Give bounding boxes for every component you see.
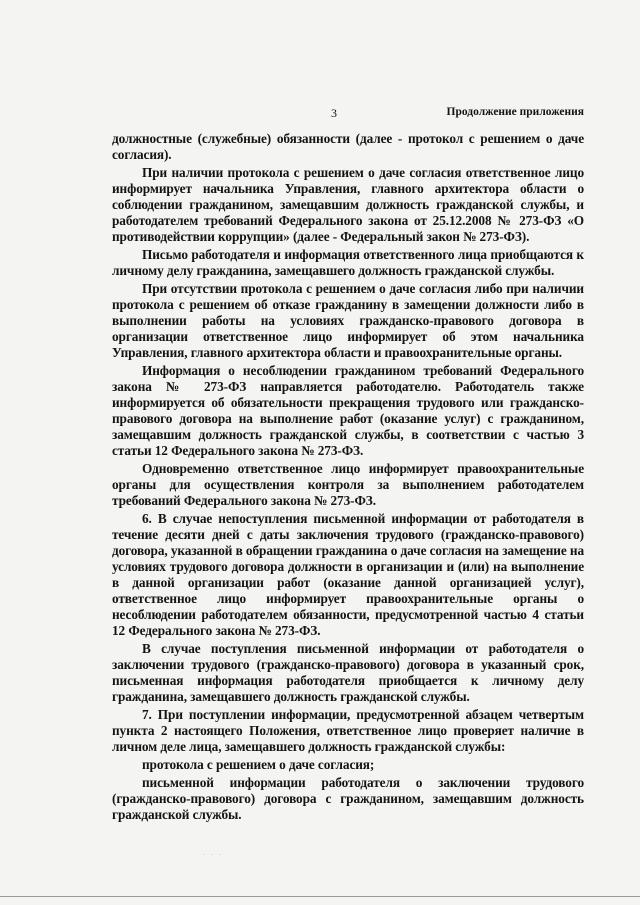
paragraph: протокола с решением о даче согласия; <box>142 757 375 772</box>
paragraph: При отсутствии протокола с решением о даче согласия либо при наличии протокола с решением об отказе гражданину в замещении должности либо в выполнении работы на условиях гражданско-правового договора в организации ответственное лицо информирует об этом начальника Управления, главного архитектора области и правоохранительные органы. <box>112 281 584 360</box>
document-body <box>112 131 584 825</box>
page-number: 3 <box>331 106 337 120</box>
scan-bottom-edge <box>0 896 640 897</box>
paragraph: Информация о несоблюдении гражданином требований Федерального закона № 273-ФЗ направляется работодателю. Работодатель также информируется об обязательности прекращения трудового или гражданско-правового договора на выполнение работ (оказание услуг) с гражданином, замещавшим должность гражданской службы, в соответствии с частью 3 статьи 12 Федерального закона № 273-ФЗ. <box>112 363 584 458</box>
paragraph: Одновременно ответственное лицо информирует правоохранительные органы для осуществления контроля за выполнением работодателем требований Федерального закона № 273-ФЗ. <box>112 461 584 508</box>
scan-speckles: · · · <box>203 851 224 859</box>
paragraph: При наличии протокола с решением о даче согласия ответственное лицо информирует начальника Управления, главного архитектора области о соблюдении гражданином, замещавшим должность гражданской службы, и работодателем требований Федерального закона от 25.12.2008 № 273-ФЗ «О противодействии коррупции» (далее - Федеральный закон № 273-ФЗ). <box>112 165 584 244</box>
paragraph: В случае поступления письменной информации от работодателя о заключении трудового (гражданско-правового) договора в указанный срок, письменная информация работодателя приобщается к личному делу гражданина, замещавшего должность гражданской службы. <box>112 641 584 704</box>
paragraph: должностные (служебные) обязанности (далее - протокол с решением о даче согласия). <box>112 131 584 162</box>
page-header <box>0 106 640 122</box>
paragraph: письменной информации работодателя о заключении трудового (гражданско-правового) договора с гражданином, замещавшим должность гражданской службы. <box>112 775 584 822</box>
paragraph: 6. В случае непоступления письменной информации от работодателя в течение десяти дней с даты заключения трудового (гражданско-правового) договора, указанной в обращении гражданина о даче согласия на замещение на условиях трудового договора должности в организации и (или) на выполнение в данной организации работ (оказание данной организацией услуг), ответственное лицо информирует правоохранительные органы о несоблюдении работодателем обязанности, предусмотренной частью 4 статьи 12 Федерального закона № 273-ФЗ. <box>112 511 584 638</box>
paragraph: 7. При поступлении информации, предусмотренной абзацем четвертым пункта 2 настоящего Положения, ответственное лицо проверяет наличие в личном деле лица, замещавшего должность гражданской службы: <box>112 707 584 754</box>
continuation-label: Продолжение приложения <box>446 106 584 118</box>
paragraph: Письмо работодателя и информация ответственного лица приобщаются к личному делу гражданина, замещавшего должность гражданской службы. <box>112 247 584 278</box>
